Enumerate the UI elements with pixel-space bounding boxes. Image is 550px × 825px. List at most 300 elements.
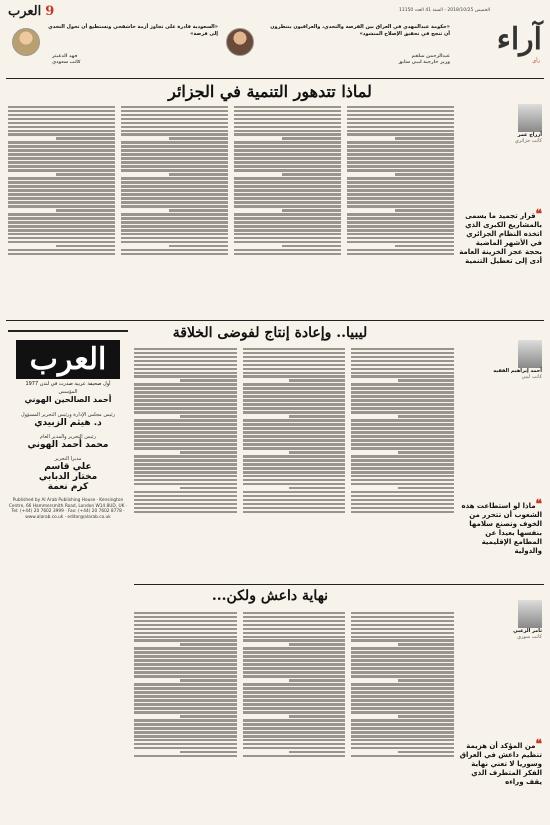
- text-line: [351, 372, 454, 374]
- text-line: [395, 137, 454, 139]
- managing-editor: كرم نعمة: [47, 482, 89, 492]
- text-line: [351, 399, 454, 401]
- text-line: [347, 233, 454, 235]
- text-line: [134, 719, 237, 721]
- text-line: [347, 177, 454, 179]
- text-line: [243, 483, 346, 485]
- text-line: [351, 403, 454, 405]
- text-line: [243, 707, 346, 709]
- imprint-box: [8, 330, 128, 820]
- text-line: [347, 153, 454, 155]
- text-line: [351, 683, 454, 685]
- text-line: [243, 356, 346, 358]
- text-line: [351, 411, 454, 413]
- text-line: [351, 431, 454, 433]
- text-line: [121, 181, 228, 183]
- text-line: [347, 237, 454, 239]
- text-line: [351, 479, 454, 481]
- text-line: [243, 659, 346, 661]
- text-line: [243, 459, 346, 461]
- text-line: [351, 659, 454, 661]
- text-line: [134, 667, 237, 669]
- text-line: [243, 499, 346, 501]
- text-line: [351, 755, 454, 757]
- top-quote-left-role: كاتب سعودي: [52, 60, 81, 65]
- text-line: [8, 197, 115, 199]
- text-line: [351, 628, 454, 630]
- text-line: [289, 379, 345, 381]
- text-line: [169, 245, 228, 247]
- text-line: [347, 157, 454, 159]
- text-line: [121, 106, 228, 108]
- text-line: [134, 364, 237, 366]
- text-line: [351, 620, 454, 622]
- text-line: [134, 395, 237, 397]
- text-line: [243, 755, 346, 757]
- text-line: [347, 189, 454, 191]
- pull-quote-text: قرار تجميد ما يسمى بالمشاريع الكبرى الذي اتخذه النظام الجزائري في الأشهر الماضية بحجة عجز الخزينة العامة أدى إلى تعطيل التنمية: [459, 212, 542, 265]
- text-line: [134, 647, 237, 649]
- article-1-byline: [462, 104, 542, 144]
- text-line: [134, 375, 237, 377]
- text-line: [243, 699, 346, 701]
- text-line: [134, 628, 237, 630]
- text-line: [347, 133, 454, 135]
- text-line: [243, 419, 346, 421]
- text-line: [243, 407, 346, 409]
- text-line: [8, 185, 115, 187]
- text-line: [243, 447, 346, 449]
- author-photo: [518, 600, 542, 628]
- text-line: [398, 679, 454, 681]
- text-line: [134, 711, 237, 713]
- text-line: [351, 616, 454, 618]
- text-line: [234, 193, 341, 195]
- text-line: [398, 751, 454, 753]
- author-role: كاتب جزائري: [514, 138, 542, 144]
- text-line: [121, 149, 228, 151]
- text-line: [134, 372, 237, 374]
- article-2-headline: ليبيا.. وإعادة إنتاج لفوضى الخلاقة: [172, 325, 368, 341]
- text-line: [134, 387, 237, 389]
- text-line: [134, 419, 237, 421]
- text-line: [347, 118, 454, 120]
- text-line: [121, 213, 228, 215]
- text-line: [234, 141, 341, 143]
- text-line: [121, 169, 228, 171]
- text-line: [8, 149, 115, 151]
- founder-name: أحمد الصالحين الهوني: [24, 395, 112, 404]
- text-line: [243, 431, 346, 433]
- text-line: [134, 356, 237, 358]
- text-line: [243, 671, 346, 673]
- text-line: [243, 691, 346, 693]
- text-line: [351, 735, 454, 737]
- text-line: [8, 213, 115, 215]
- text-line: [351, 695, 454, 697]
- text-line: [282, 245, 341, 247]
- text-line: [351, 439, 454, 441]
- text-line: [243, 435, 346, 437]
- text-line: [121, 197, 228, 199]
- text-line: [234, 126, 341, 128]
- text-line: [398, 715, 454, 717]
- text-line: [351, 455, 454, 457]
- text-line: [134, 632, 237, 634]
- text-line: [243, 495, 346, 497]
- text-line: [243, 747, 346, 749]
- text-line: [234, 253, 341, 255]
- text-line: [243, 491, 346, 493]
- text-line: [121, 126, 228, 128]
- body-column: [134, 610, 237, 818]
- text-line: [243, 639, 346, 641]
- text-line: [347, 185, 454, 187]
- text-line: [347, 122, 454, 124]
- author-name: أحمد إبراهيم الفقيه: [493, 368, 542, 374]
- text-line: [121, 201, 228, 203]
- text-line: [243, 455, 346, 457]
- text-line: [8, 241, 115, 243]
- text-line: [134, 651, 237, 653]
- founded-note: أول صحيفة عربية صدرت في لندن 1977: [25, 381, 111, 387]
- text-line: [8, 153, 115, 155]
- text-line: [8, 181, 115, 183]
- text-line: [134, 511, 237, 513]
- text-line: [134, 411, 237, 413]
- text-line: [347, 126, 454, 128]
- text-line: [121, 110, 228, 112]
- text-line: [351, 739, 454, 741]
- text-line: [134, 612, 237, 614]
- text-line: [134, 403, 237, 405]
- text-line: [351, 663, 454, 665]
- section-title: آراء: [496, 22, 542, 57]
- text-line: [121, 165, 228, 167]
- text-line: [234, 213, 341, 215]
- text-line: [234, 145, 341, 147]
- text-line: [121, 122, 228, 124]
- text-line: [134, 459, 237, 461]
- divider: [134, 584, 544, 585]
- body-column: [121, 104, 228, 319]
- text-line: [351, 395, 454, 397]
- body-column: [234, 104, 341, 319]
- text-line: [121, 145, 228, 147]
- text-line: [351, 387, 454, 389]
- text-line: [8, 165, 115, 167]
- text-line: [134, 671, 237, 673]
- text-line: [351, 352, 454, 354]
- text-line: [121, 130, 228, 132]
- text-line: [351, 348, 454, 350]
- article-3-byline: [462, 600, 542, 640]
- text-line: [243, 636, 346, 638]
- text-line: [121, 177, 228, 179]
- text-line: [180, 679, 236, 681]
- text-line: [121, 133, 228, 135]
- brand-name: العرب: [8, 4, 42, 19]
- top-quote-left-author: فهد الدغيثر: [52, 54, 78, 59]
- text-line: [282, 173, 341, 175]
- text-line: [243, 727, 346, 729]
- board-group: [8, 412, 128, 428]
- text-line: [56, 245, 115, 247]
- divider: [6, 320, 544, 321]
- text-line: [134, 663, 237, 665]
- text-line: [234, 118, 341, 120]
- author-portrait: [12, 28, 40, 56]
- text-line: [56, 173, 115, 175]
- text-line: [243, 372, 346, 374]
- text-line: [347, 253, 454, 255]
- text-line: [347, 169, 454, 171]
- text-line: [243, 723, 346, 725]
- text-line: [8, 126, 115, 128]
- text-line: [243, 743, 346, 745]
- text-line: [347, 106, 454, 108]
- article-2-byline: [462, 340, 542, 380]
- text-line: [134, 431, 237, 433]
- text-line: [243, 663, 346, 665]
- text-line: [243, 651, 346, 653]
- text-line: [398, 487, 454, 489]
- author-name: أزراج عمر: [517, 132, 542, 138]
- text-line: [243, 675, 346, 677]
- text-line: [351, 447, 454, 449]
- text-line: [8, 189, 115, 191]
- text-line: [351, 495, 454, 497]
- text-line: [243, 612, 346, 614]
- author-photo: [518, 104, 542, 132]
- text-line: [134, 735, 237, 737]
- text-line: [243, 667, 346, 669]
- text-line: [134, 348, 237, 350]
- text-line: [180, 487, 236, 489]
- text-line: [234, 161, 341, 163]
- article-1-pull-quote: [458, 207, 542, 266]
- text-line: [351, 612, 454, 614]
- text-line: [8, 110, 115, 112]
- text-line: [351, 639, 454, 641]
- text-line: [234, 114, 341, 116]
- text-line: [8, 205, 115, 207]
- text-line: [134, 683, 237, 685]
- text-line: [243, 391, 346, 393]
- text-line: [180, 751, 236, 753]
- managing-group: [8, 456, 128, 492]
- text-line: [243, 616, 346, 618]
- text-line: [234, 153, 341, 155]
- text-line: [351, 356, 454, 358]
- text-line: [121, 237, 228, 239]
- text-line: [234, 149, 341, 151]
- text-line: [243, 411, 346, 413]
- top-quote-right-role: وزير خارجية ليبي سابق: [398, 60, 450, 65]
- quote-mark-icon: ❝: [535, 207, 542, 221]
- text-line: [56, 137, 115, 139]
- text-line: [243, 471, 346, 473]
- text-line: [351, 368, 454, 370]
- managing-label: مديرا التحرير: [54, 456, 82, 462]
- text-line: [134, 435, 237, 437]
- text-line: [395, 245, 454, 247]
- body-column: [8, 104, 115, 319]
- text-line: [351, 747, 454, 749]
- text-line: [8, 122, 115, 124]
- text-line: [351, 691, 454, 693]
- text-line: [234, 217, 341, 219]
- author-name: ثامر الزعبي: [513, 628, 542, 634]
- text-line: [234, 157, 341, 159]
- top-quote-right-text: «حكومة عبدالمهدي في العراق بين الفرصة والتحدي، والعراقيون ينتظرون أن تنجح في تحقيق الإصلاح المنشود»: [270, 24, 450, 37]
- text-line: [347, 165, 454, 167]
- text-line: [134, 360, 237, 362]
- managing-editor: مختار الدبابي: [38, 472, 98, 482]
- text-line: [351, 671, 454, 673]
- text-line: [351, 675, 454, 677]
- text-line: [243, 399, 346, 401]
- text-line: [234, 237, 341, 239]
- dateline: الخميس 2018/10/25 - السنة 41 العدد 11150: [398, 8, 490, 13]
- text-line: [234, 177, 341, 179]
- text-line: [134, 499, 237, 501]
- text-line: [56, 209, 115, 211]
- text-line: [289, 451, 345, 453]
- text-line: [347, 110, 454, 112]
- text-line: [134, 463, 237, 465]
- text-line: [347, 217, 454, 219]
- text-line: [8, 221, 115, 223]
- text-line: [243, 443, 346, 445]
- text-line: [351, 483, 454, 485]
- text-line: [134, 479, 237, 481]
- text-line: [134, 423, 237, 425]
- top-quote-right-author: عبدالرحمن شلقم: [411, 54, 450, 59]
- text-line: [134, 636, 237, 638]
- text-line: [8, 237, 115, 239]
- text-line: [134, 399, 237, 401]
- text-line: [243, 719, 346, 721]
- pull-quote-text: من المؤكد أن هزيمة تنظيم داعش في العراق وسوريا لا تعني نهاية الفكر المتطرف الذي يقف وراءه: [459, 742, 542, 786]
- text-line: [351, 667, 454, 669]
- text-line: [121, 114, 228, 116]
- text-line: [121, 253, 228, 255]
- top-quote-right: [270, 24, 450, 74]
- article-3-body: [134, 610, 454, 818]
- text-line: [180, 715, 236, 717]
- text-line: [243, 463, 346, 465]
- text-line: [351, 647, 454, 649]
- text-line: [121, 229, 228, 231]
- pull-quote-text: ماذا لو استطاعت هذه الشعوب أن تتحرر من الخوف وتصنع سلامها بنفسها بعيدا عن المطامع الإقليمية والدولية: [461, 502, 542, 555]
- text-line: [243, 360, 346, 362]
- text-line: [347, 161, 454, 163]
- text-line: [134, 699, 237, 701]
- text-line: [347, 221, 454, 223]
- text-line: [134, 703, 237, 705]
- body-column: [134, 346, 237, 582]
- text-line: [121, 221, 228, 223]
- text-line: [282, 209, 341, 211]
- text-line: [243, 364, 346, 366]
- text-line: [134, 743, 237, 745]
- text-line: [347, 241, 454, 243]
- text-line: [347, 201, 454, 203]
- text-line: [234, 229, 341, 231]
- text-line: [243, 383, 346, 385]
- text-line: [347, 181, 454, 183]
- text-line: [8, 253, 115, 255]
- text-line: [134, 383, 237, 385]
- text-line: [243, 375, 346, 377]
- founder-label: المؤسس: [58, 389, 78, 395]
- text-line: [134, 691, 237, 693]
- text-line: [351, 463, 454, 465]
- text-line: [243, 423, 346, 425]
- text-line: [8, 225, 115, 227]
- text-line: [351, 427, 454, 429]
- text-line: [243, 479, 346, 481]
- text-line: [243, 439, 346, 441]
- text-line: [8, 118, 115, 120]
- text-line: [351, 699, 454, 701]
- top-quote-left-text: «السعودية قادرة على تجاوز أزمة خاشقجي وتستطيع أن تحول التحدي إلى فرصة»: [48, 24, 218, 37]
- text-line: [351, 511, 454, 513]
- text-line: [234, 181, 341, 183]
- text-line: [243, 739, 346, 741]
- text-line: [180, 415, 236, 417]
- text-line: [8, 229, 115, 231]
- text-line: [121, 205, 228, 207]
- text-line: [234, 205, 341, 207]
- text-line: [234, 122, 341, 124]
- text-line: [8, 217, 115, 219]
- text-line: [347, 205, 454, 207]
- text-line: [134, 483, 237, 485]
- article-2-pull-quote: [458, 497, 542, 556]
- text-line: [134, 407, 237, 409]
- text-line: [134, 639, 237, 641]
- text-line: [134, 368, 237, 370]
- text-line: [234, 110, 341, 112]
- text-line: [8, 106, 115, 108]
- board-label: رئيس مجلس الإدارة ورئيس التحرير المسؤول: [20, 412, 116, 418]
- text-line: [351, 632, 454, 634]
- text-line: [351, 391, 454, 393]
- text-line: [121, 157, 228, 159]
- text-line: [347, 145, 454, 147]
- text-line: [347, 229, 454, 231]
- text-line: [395, 173, 454, 175]
- text-line: [134, 695, 237, 697]
- text-line: [134, 507, 237, 509]
- text-line: [134, 503, 237, 505]
- text-line: [351, 471, 454, 473]
- text-line: [121, 161, 228, 163]
- article-3-headline: نهاية داعش ولكن...: [211, 588, 329, 604]
- text-line: [351, 655, 454, 657]
- publisher-address: Published by Al Arab Publishing House · Kensington Centre, 66 Hammersmith Road, London W14 8UD, UK · Tel: (+44) 20 7602 3999 · Fax: (+44) 20 7602 8778 · www.alarab.co.uk · editor@alarab.co.uk: [8, 498, 128, 520]
- editor-name: محمد أحمد الهوني: [27, 440, 109, 450]
- text-line: [351, 419, 454, 421]
- text-line: [243, 507, 346, 509]
- text-line: [134, 467, 237, 469]
- quote-mark-icon: ❝: [535, 497, 542, 511]
- text-line: [351, 375, 454, 377]
- text-line: [121, 233, 228, 235]
- quote-mark-icon: ❝: [535, 737, 542, 751]
